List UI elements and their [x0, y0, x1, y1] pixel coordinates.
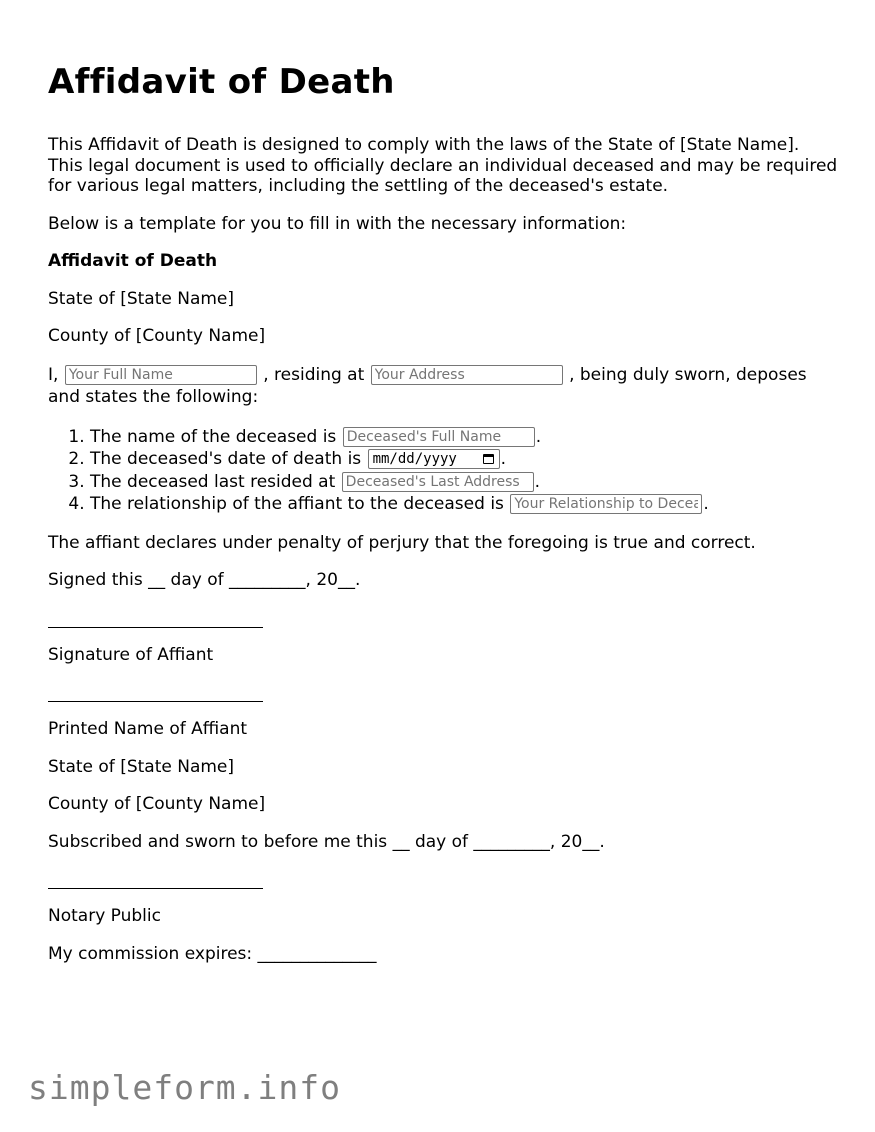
oath-prefix: I,	[48, 364, 59, 385]
signature-label: Signature of Affiant	[48, 644, 214, 665]
full-name-input[interactable]	[65, 365, 257, 385]
form-subtitle: Affidavit of Death	[48, 251, 218, 271]
statement-list	[48, 426, 838, 516]
calendar-icon[interactable]	[483, 454, 494, 464]
county-line-2: County of [County Name]	[48, 794, 266, 814]
item-text: The deceased last resided at	[90, 471, 336, 492]
oath-middle: , residing at	[263, 364, 365, 385]
list-item: 2. The deceased's date of death is mm/dd/yyyy .	[90, 448, 838, 471]
signature-line	[48, 608, 838, 628]
item-text: The name of the deceased is	[90, 426, 337, 447]
document-page	[48, 0, 838, 964]
item-text: The relationship of the affiant to the deceased is	[90, 494, 504, 514]
county-line: County of [County Name]	[48, 326, 266, 346]
template-note: Below is a template for you to fill in with the necessary information:	[48, 213, 627, 234]
state-line-2: State of [State Name]	[48, 756, 235, 777]
subscribed-line: Subscribed and sworn to before me this __ day of _________, 20__.	[48, 831, 605, 852]
date-of-death-input[interactable]	[368, 449, 500, 469]
date-format-text: mm/dd/yyyy	[372, 451, 457, 467]
oath-suffix: , being duly sworn, deposes and states the following:	[48, 364, 807, 407]
printed-name-label: Printed Name of Affiant	[48, 719, 248, 739]
signed-line: Signed this __ day of _________, 20__.	[48, 570, 361, 590]
list-item: 4. The relationship of the affiant to the deceased is Your Relationship to Deceased .	[90, 493, 838, 516]
relationship-input[interactable]	[510, 494, 702, 514]
item-text: The deceased's date of death is	[90, 449, 362, 469]
intro-paragraph: This Affidavit of Death is designed to comply with the laws of the State of [State Name]. This legal document is used to officially declare an individual deceased and may be required for various legal matters, including the settling of the deceased's estate.	[48, 135, 838, 196]
list-item: 1. The name of the deceased is Deceased's Full Name .	[90, 426, 838, 449]
watermark: simpleform.info	[28, 1068, 342, 1107]
notary-signature-line	[48, 869, 838, 889]
document-title: Affidavit of Death	[48, 62, 395, 102]
state-line: State of [State Name]	[48, 288, 235, 309]
address-input[interactable]	[371, 365, 563, 385]
declaration: The affiant declares under penalty of perjury that the foregoing is true and correct.	[48, 532, 756, 553]
list-item: 3. The deceased last resided at Deceased's Last Address .	[90, 471, 838, 494]
notary-label: Notary Public	[48, 906, 161, 926]
printed-name-line	[48, 682, 838, 702]
oath-paragraph	[48, 364, 838, 408]
last-address-input[interactable]	[342, 472, 534, 492]
commission-line: My commission expires: ______________	[48, 943, 377, 964]
deceased-name-input[interactable]	[343, 427, 535, 447]
